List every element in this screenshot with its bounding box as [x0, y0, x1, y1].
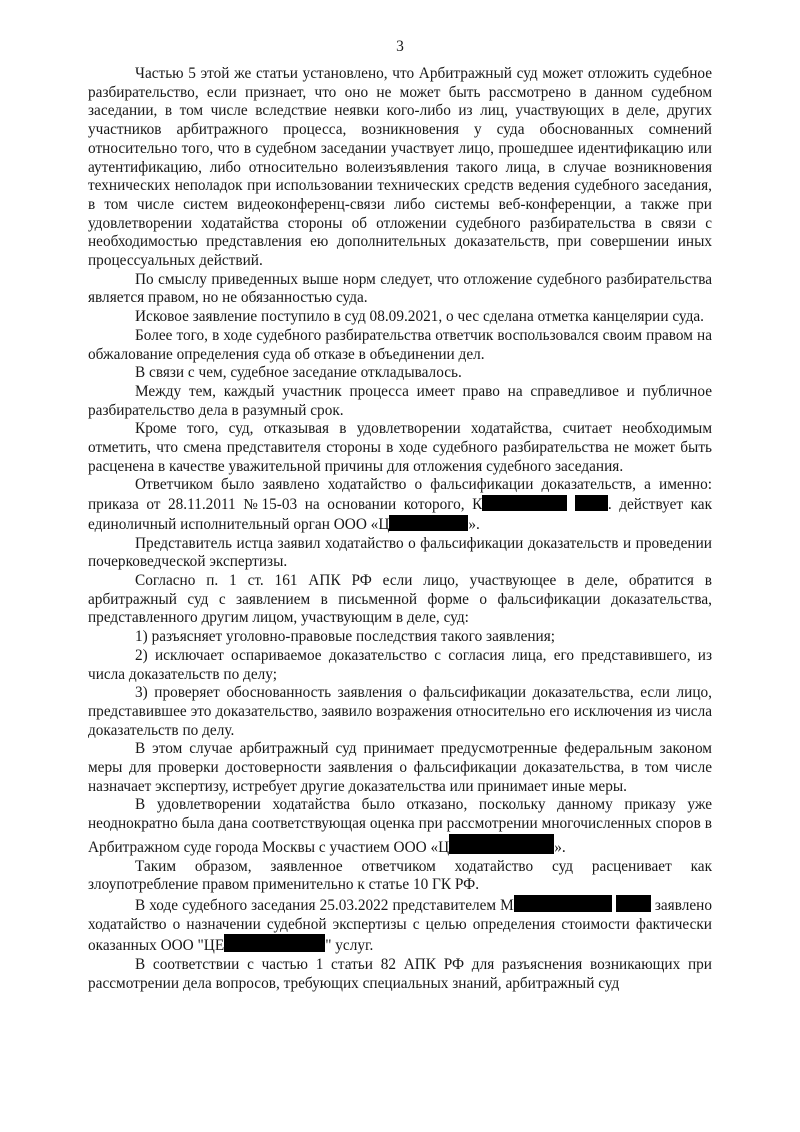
paragraph: По смыслу приведенных выше норм следует, что отложение судебного разбирательства является правом, но не обязанностью суда.	[88, 270, 712, 307]
paragraph: Частью 5 этой же статьи установлено, что Арбитражный суд может отложить судебное разбирательство, если признает, что оно не может быть рассмотрено в данном судебном заседании, в том числе вследствие неявки кого-либо из лиц, участвующих в деле, других участников арбитражного процесса, возникновения у суда обоснованных сомнений относительно того, что в судебном заседании участвует лицо, прошедшее идентификацию или аутентификацию, либо относительно волеизъявления такого лица, в случае возникновения технических неполадок при использовании технических средств ведения судебного заседания, в том числе систем видеоконференц-связи либо системы веб-конференции, а также при удовлетворении ходатайства стороны об отложении судебного разбирательства в связи с необходимостью представления ею дополнительных доказательств, при совершении иных процессуальных действий.	[88, 65, 712, 270]
redaction-box	[449, 834, 554, 854]
paragraph: В этом случае арбитражный суд принимает предусмотренные федеральным законом меры для проверки достоверности заявления о фальсификации доказательства, в том числе назначает экспертизу, истребует другие доказательства или принимает иные меры.	[88, 740, 712, 795]
document-body	[88, 65, 712, 993]
page-number: 3	[396, 38, 404, 55]
paragraph: 1) разъясняет уголовно-правовые последствия такого заявления;	[135, 628, 556, 646]
paragraph: В связи с чем, судебное заседание откладывалось.	[135, 364, 462, 382]
paragraph: В соответствии с частью 1 статьи 82 АПК РФ для разъяснения возникающих при рассмотрении дела вопросов, требующих специальных знаний, арбитражный суд	[88, 956, 712, 992]
redaction-box	[616, 895, 651, 912]
redaction-box	[389, 515, 468, 531]
redaction-box	[514, 895, 612, 912]
paragraph: Кроме того, суд, отказывая в удовлетворении ходатайства, считает необходимым отметить, что смена представителя стороны в ходе судебного разбирательства не может быть расценена в качестве уважительной причины для отложения судебного заседания.	[88, 420, 712, 475]
paragraph: Более того, в ходе судебного разбирательства ответчик воспользовался своим правом на обжалование определения суда об отказе в объединении дел.	[88, 326, 712, 363]
redaction-box	[482, 495, 567, 511]
paragraph: 2) исключает оспариваемое доказательство с согласия лица, его представившего, из числа доказательств по делу;	[88, 646, 712, 683]
paragraph: Представитель истца заявил ходатайство о фальсификации доказательств и проведении почерковедческой экспертизы.	[88, 534, 712, 571]
paragraph: Исковое заявление поступило в суд 08.09.2021, о чес сделана отметка канцелярии суда.	[135, 308, 705, 326]
paragraph: 3) проверяет обоснованность заявления о фальсификации доказательства, если лицо, представившее это доказательство, заявило возражения относительно его исключения из числа доказательств по делу.	[88, 684, 712, 739]
paragraph: В ходе судебного заседания 25.03.2022 представителем М заявлено ходатайство о назначении судебной экспертизы с целью определения стоимости фактически оказанных ООО "ЦЕ " услуг.	[88, 896, 712, 955]
paragraph: Согласно п. 1 ст. 161 АПК РФ если лицо, участвующее в деле, обратится в арбитражный суд с заявлением в письменной форме о фальсификации доказательства, представленного другим лицом, участвующим в деле, суд:	[88, 571, 712, 627]
redaction-box	[224, 934, 325, 952]
paragraph: В удовлетворении ходатайства было отказано, поскольку данному приказу уже неоднократно была дана соответствующая оценка при рассмотрении многочисленных споров в Арбитражном суде города Москвы с участием ООО «Ц ».	[88, 796, 712, 856]
paragraph: Таким образом, заявленное ответчиком ходатайство суд расценивает как злоупотребление правом применительно к статье 10 ГК РФ.	[88, 857, 712, 894]
paragraph: Между тем, каждый участник процесса имеет право на справедливое и публичное разбирательство дела в разумный срок.	[88, 382, 712, 419]
redaction-box	[575, 495, 608, 511]
paragraph: Ответчиком было заявлено ходатайство о фальсификации доказательств, а именно: приказа от 28.11.2011 №15-03 на основании которого, К . действует как единоличный исполнительный орган ООО «Ц ».	[88, 476, 713, 533]
